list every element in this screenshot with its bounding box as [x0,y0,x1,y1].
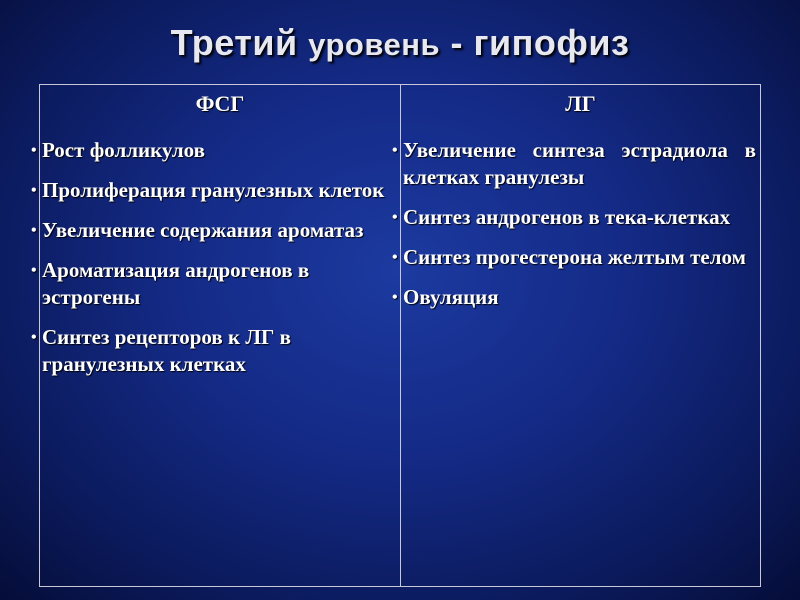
bullet-icon: • [31,262,37,279]
bullet-icon: • [392,142,398,159]
list-item: • Овуляция [392,285,499,309]
bullet-icon: • [31,142,37,159]
bullet-icon: • [392,249,398,266]
list-item: • Пролиферация гранулезных клеток [31,178,385,202]
slide-title [0,22,800,64]
title-word-rest: - гипофиз [450,22,630,63]
bullet-icon: • [31,222,37,239]
list-item: • Синтез андрогенов в тека-клетках [392,205,731,229]
list-item: • Увеличение синтеза эстрадиола в клетках гранулезы [392,138,756,189]
title-word-main: Третий [170,22,298,63]
list-item: • Синтез прогестерона желтым телом [392,245,746,269]
list-item: • Синтез рецепторов к ЛГ в гранулезных клетках [31,325,291,376]
bullet-icon: • [392,209,398,226]
fsh-column [31,85,401,586]
title-word-middle: уровень [308,27,441,62]
list-item: • Рост фолликулов [31,138,205,162]
hormone-table [31,84,761,587]
list-item: • Ароматизация андрогенов в эстрогены [31,258,310,309]
fsh-effects-list [31,137,400,378]
lh-column [392,85,760,586]
bullet-icon: • [31,182,37,199]
bullet-icon: • [392,289,398,306]
list-item: • Увеличение содержания ароматаз [31,218,364,242]
bullet-icon: • [31,329,37,346]
lh-effects-list [392,137,760,311]
lh-header: ЛГ [565,91,596,116]
fsh-header: ФСГ [195,91,245,116]
